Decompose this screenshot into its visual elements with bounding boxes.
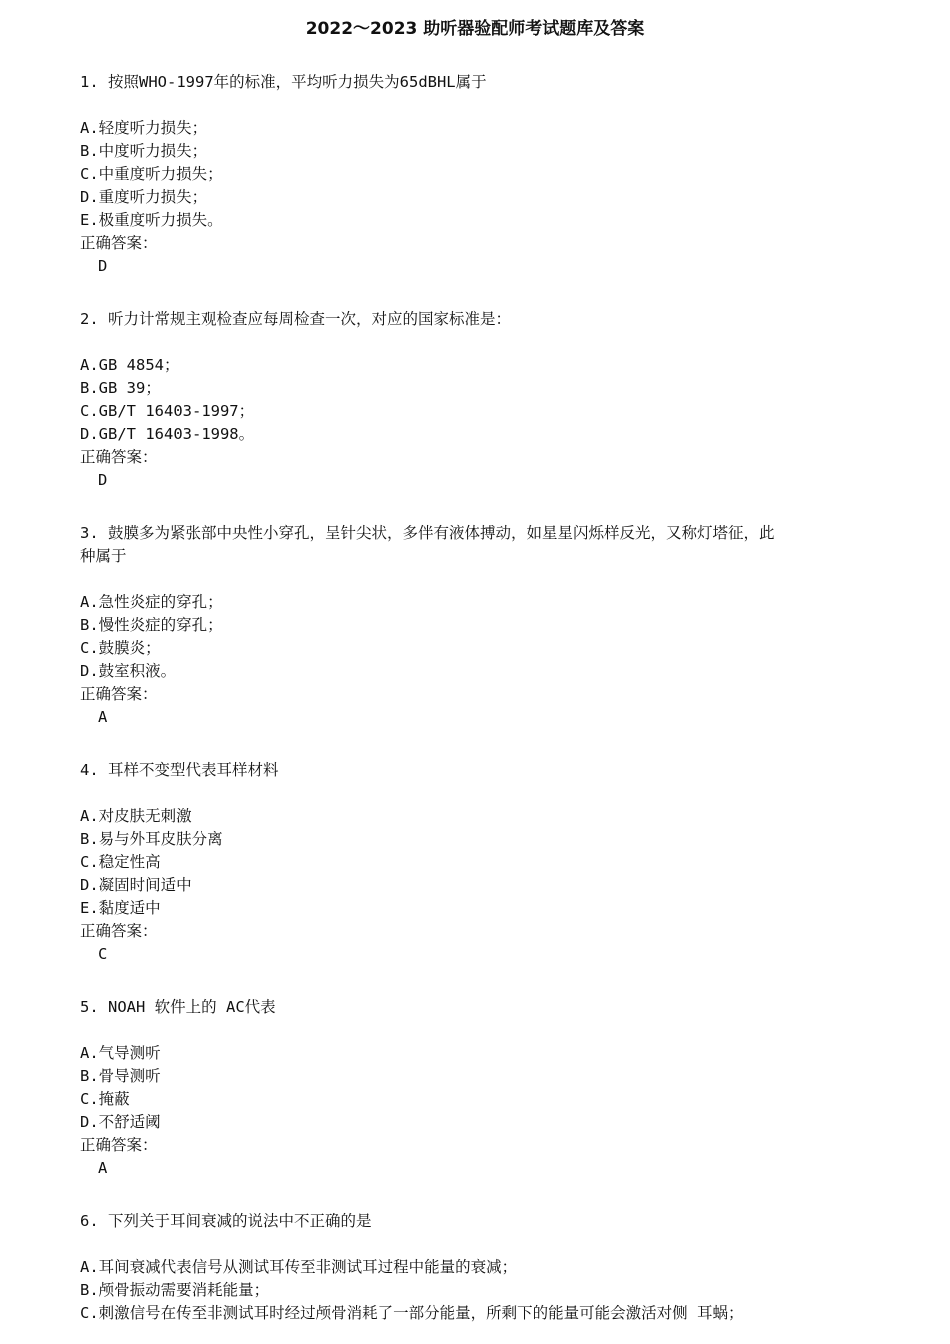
option-c: C.刺激信号在传至非测试耳时经过颅骨消耗了一部分能量，所剩下的能量可能会激活对侧 耳蜗；: [80, 1304, 744, 1322]
question-text: 6. 下列关于耳间衰减的说法中不正确的是: [80, 1212, 372, 1230]
question-6: [80, 1210, 870, 1325]
answer-label: 正确答案：: [80, 1136, 158, 1154]
option-d: D.不舒适阈: [80, 1113, 161, 1131]
option-a: A.轻度听力损失；: [80, 119, 208, 137]
option-b: B.颅骨振动需要消耗能量；: [80, 1281, 270, 1299]
question-4: [80, 759, 870, 966]
option-a: A.耳间衰减代表信号从测试耳传至非测试耳过程中能量的衰减；: [80, 1258, 518, 1276]
document-title: 2022～2023 助听器验配师考试题库及答案: [305, 19, 645, 39]
question-2: [80, 308, 870, 492]
option-list: [80, 1256, 870, 1325]
option-c: C.稳定性高: [80, 853, 161, 871]
question-text-continued: 种属于: [80, 547, 127, 565]
answer-value: A: [98, 708, 108, 726]
question-text: 4. 耳样不变型代表耳样材料: [80, 761, 279, 779]
option-b: B.中度听力损失；: [80, 142, 208, 160]
option-d: D.重度听力损失；: [80, 188, 208, 206]
option-a: A.气导测听: [80, 1044, 161, 1062]
option-list: [80, 354, 870, 446]
option-a: A.GB 4854；: [80, 356, 180, 374]
option-e: E.极重度听力损失。: [80, 211, 223, 229]
option-list: [80, 117, 870, 232]
option-b: B.易与外耳皮肤分离: [80, 830, 223, 848]
option-d: D.鼓室积液。: [80, 662, 177, 680]
option-a: A.对皮肤无刺激: [80, 807, 192, 825]
question-text: 5. NOAH 软件上的 AC代表: [80, 998, 276, 1016]
option-d: D.凝固时间适中: [80, 876, 192, 894]
option-c: C.中重度听力损失；: [80, 165, 223, 183]
option-b: B.GB 39；: [80, 379, 161, 397]
question-text: 1. 按照WHO-1997年的标准，平均听力损失为65dBHL属于: [80, 73, 487, 91]
option-list: [80, 1042, 870, 1134]
answer-value: A: [98, 1159, 108, 1177]
question-3: [80, 522, 870, 729]
answer-value: D: [98, 471, 108, 489]
option-d: D.GB/T 16403-1998。: [80, 425, 255, 443]
answer-value: D: [98, 257, 108, 275]
answer-label: 正确答案：: [80, 234, 158, 252]
option-b: B.骨导测听: [80, 1067, 161, 1085]
answer-label: 正确答案：: [80, 685, 158, 703]
answer-label: 正确答案：: [80, 922, 158, 940]
question-text: 2. 听力计常规主观检查应每周检查一次，对应的国家标准是：: [80, 310, 511, 328]
question-5: [80, 996, 870, 1180]
option-a: A.急性炎症的穿孔；: [80, 593, 223, 611]
question-text: 3. 鼓膜多为紧张部中央性小穿孔，呈针尖状，多伴有液体搏动，如星星闪烁样反光，又称灯塔征，此: [80, 524, 775, 542]
option-b: B.慢性炎症的穿孔；: [80, 616, 223, 634]
option-c: C.掩蔽: [80, 1090, 130, 1108]
option-e: E.黏度适中: [80, 899, 161, 917]
question-1: [80, 71, 870, 278]
answer-label: 正确答案：: [80, 448, 158, 466]
option-c: C.鼓膜炎；: [80, 639, 161, 657]
answer-value: C: [98, 945, 108, 963]
option-c: C.GB/T 16403-1997；: [80, 402, 255, 420]
option-list: [80, 805, 870, 920]
option-list: [80, 591, 870, 683]
